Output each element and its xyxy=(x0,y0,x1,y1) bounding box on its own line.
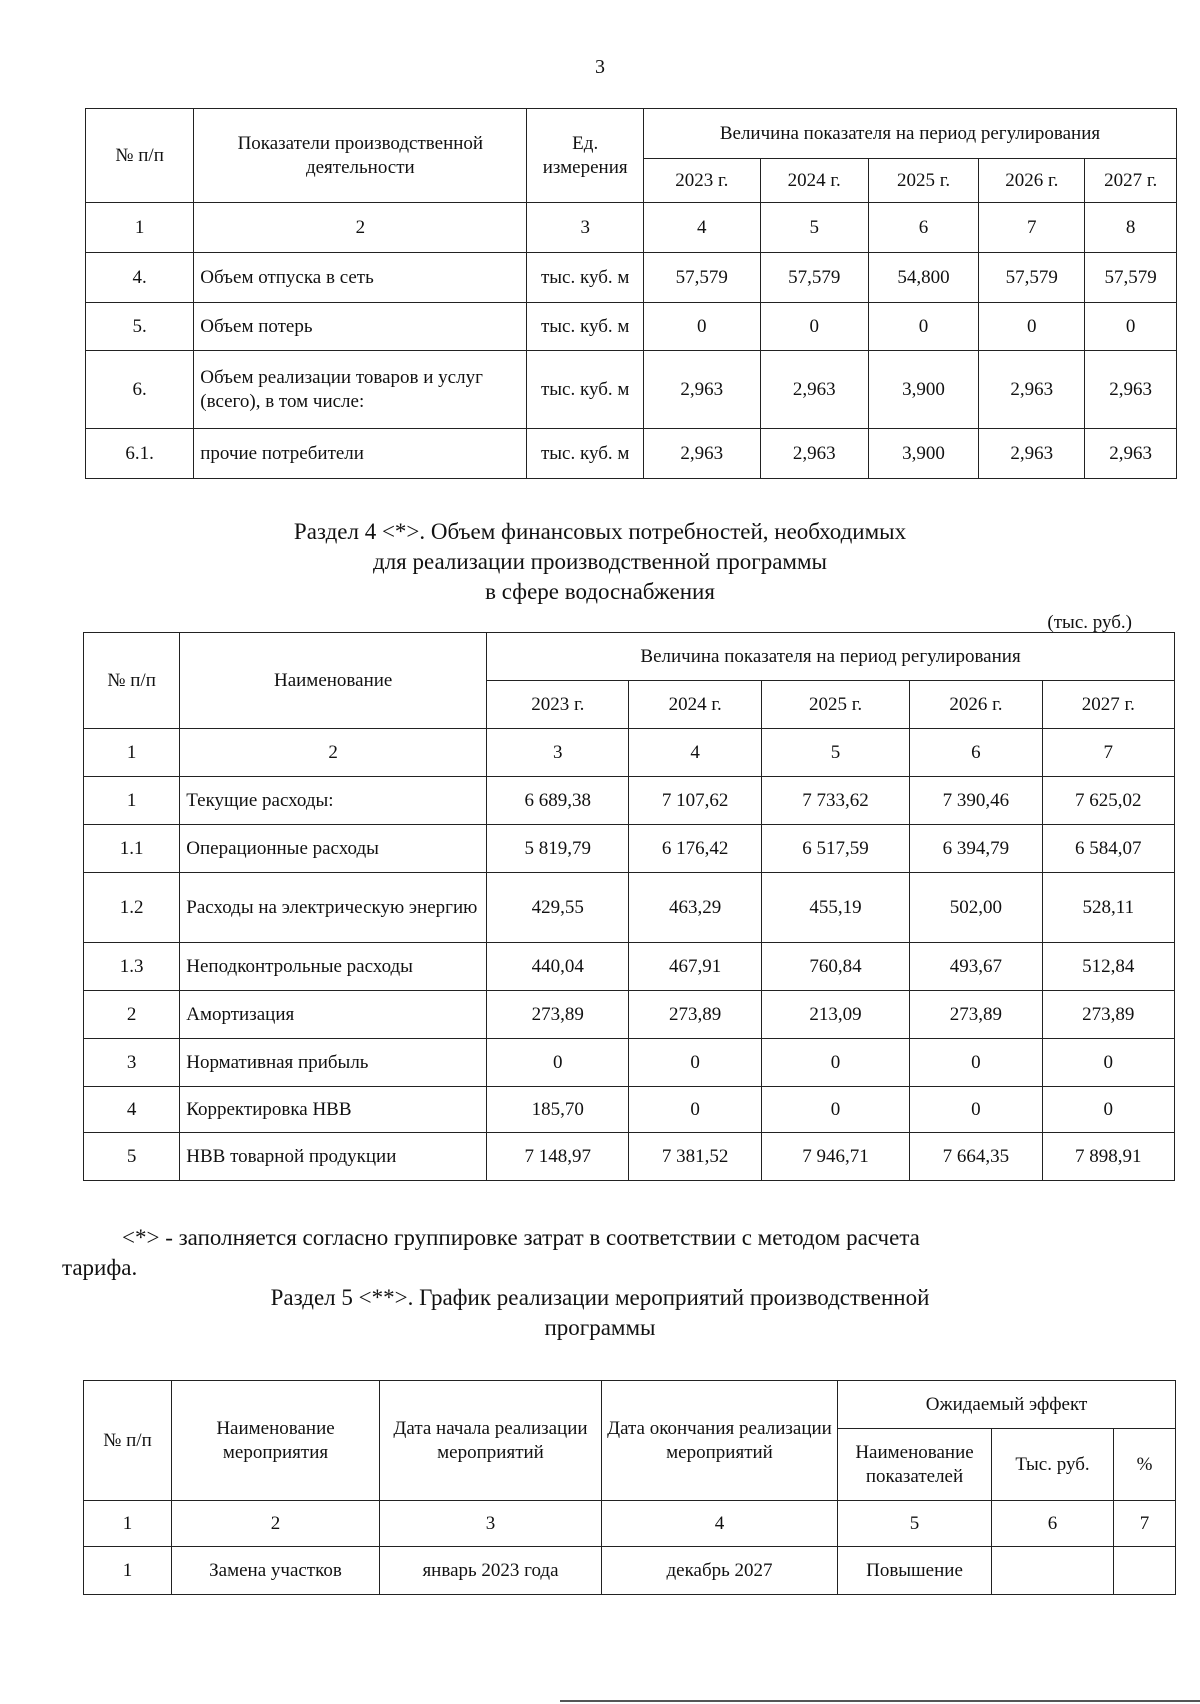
row-num: 4. xyxy=(86,253,194,303)
header-year: 2025 г. xyxy=(868,159,978,203)
index-cell: 5 xyxy=(761,729,909,777)
header-period-group: Величина показателя на период регулирования xyxy=(643,109,1176,159)
row-num: 6.1. xyxy=(86,429,194,479)
table-row xyxy=(84,1133,1175,1181)
row-num: 2 xyxy=(84,991,180,1039)
header-num: № п/п xyxy=(84,1381,172,1501)
row-value: 6 394,79 xyxy=(910,825,1042,873)
row-num: 1 xyxy=(84,777,180,825)
row-value: 185,70 xyxy=(487,1087,629,1133)
row-value: 6 517,59 xyxy=(761,825,909,873)
row-value: 7 148,97 xyxy=(487,1133,629,1181)
row-value: 2,963 xyxy=(760,351,868,429)
row-value: 57,579 xyxy=(760,253,868,303)
row-value: 502,00 xyxy=(910,873,1042,943)
page-bottom-divider xyxy=(560,1700,1200,1702)
row-num: 5 xyxy=(84,1133,180,1181)
index-row xyxy=(86,203,1177,253)
row-value: 273,89 xyxy=(487,991,629,1039)
row-unit: тыс. куб. м xyxy=(527,303,644,351)
row-num: 6. xyxy=(86,351,194,429)
financial-needs-table xyxy=(83,632,1175,1181)
header-year: 2027 г. xyxy=(1042,681,1174,729)
index-cell: 4 xyxy=(643,203,760,253)
header-start-date: Дата начала реализации мероприятий xyxy=(380,1381,602,1501)
footnote-line: <*> - заполняется согласно группировке затрат в соответствии с методом расчета xyxy=(122,1225,920,1250)
index-cell: 2 xyxy=(172,1501,380,1547)
row-value: 512,84 xyxy=(1042,943,1174,991)
row-value: 6 176,42 xyxy=(629,825,761,873)
row-value: 273,89 xyxy=(629,991,761,1039)
index-cell: 3 xyxy=(487,729,629,777)
row-value: 54,800 xyxy=(868,253,978,303)
header-name: Наименование мероприятия xyxy=(172,1381,380,1501)
row-name: Операционные расходы xyxy=(180,825,487,873)
row-effect-pct xyxy=(1114,1547,1176,1595)
section5-title xyxy=(0,1283,1200,1343)
header-year: 2027 г. xyxy=(1085,159,1177,203)
header-unit: Ед. измерения xyxy=(527,109,644,203)
row-value: 467,91 xyxy=(629,943,761,991)
table-row xyxy=(84,1087,1175,1133)
row-name: Замена участков xyxy=(172,1547,380,1595)
header-effect-group: Ожидаемый эффект xyxy=(838,1381,1176,1429)
header-year: 2024 г. xyxy=(760,159,868,203)
index-cell: 3 xyxy=(380,1501,602,1547)
production-indicators-table xyxy=(85,108,1177,479)
row-value: 528,11 xyxy=(1042,873,1174,943)
row-num: 4 xyxy=(84,1087,180,1133)
header-period-group: Величина показателя на период регулирования xyxy=(487,633,1175,681)
index-cell: 2 xyxy=(180,729,487,777)
table-row xyxy=(86,429,1177,479)
row-value: 440,04 xyxy=(487,943,629,991)
row-value: 0 xyxy=(910,1087,1042,1133)
row-name: Объем отпуска в сеть xyxy=(194,253,527,303)
row-value: 7 381,52 xyxy=(629,1133,761,1181)
row-value: 0 xyxy=(487,1039,629,1087)
row-value: 0 xyxy=(761,1039,909,1087)
row-name: Амортизация xyxy=(180,991,487,1039)
row-name: Нормативная прибыль xyxy=(180,1039,487,1087)
row-value: 6 584,07 xyxy=(1042,825,1174,873)
row-value: 7 733,62 xyxy=(761,777,909,825)
row-value: 57,579 xyxy=(979,253,1085,303)
index-cell: 6 xyxy=(992,1501,1114,1547)
row-num: 1.3 xyxy=(84,943,180,991)
table-row xyxy=(84,1039,1175,1087)
row-value: 0 xyxy=(643,303,760,351)
section4-title-line: Раздел 4 <*>. Объем финансовых потребностей, необходимых xyxy=(293,519,907,544)
section5-title-line: программы xyxy=(544,1315,656,1340)
index-cell: 1 xyxy=(86,203,194,253)
header-year: 2023 г. xyxy=(643,159,760,203)
row-end-date: декабрь 2027 xyxy=(602,1547,838,1595)
table-row xyxy=(84,943,1175,991)
header-num: № п/п xyxy=(86,109,194,203)
index-cell: 5 xyxy=(760,203,868,253)
footnote-line: тарифа. xyxy=(62,1255,138,1280)
table-row xyxy=(84,873,1175,943)
row-unit: тыс. куб. м xyxy=(527,429,644,479)
table-row xyxy=(86,351,1177,429)
row-value: 0 xyxy=(979,303,1085,351)
row-value: 0 xyxy=(1085,303,1177,351)
section4-title-line: в сфере водоснабжения xyxy=(485,579,715,604)
header-year: 2024 г. xyxy=(629,681,761,729)
row-name: Корректировка НВВ xyxy=(180,1087,487,1133)
index-cell: 2 xyxy=(194,203,527,253)
units-note: (тыс. руб.) xyxy=(1047,612,1132,633)
row-value: 2,963 xyxy=(643,351,760,429)
row-value: 760,84 xyxy=(761,943,909,991)
row-name: Объем реализации товаров и услуг (всего), в том числе: xyxy=(194,351,527,429)
table-row xyxy=(84,825,1175,873)
row-name: Неподконтрольные расходы xyxy=(180,943,487,991)
row-value: 0 xyxy=(1042,1039,1174,1087)
row-value: 7 946,71 xyxy=(761,1133,909,1181)
header-year: 2026 г. xyxy=(910,681,1042,729)
index-cell: 5 xyxy=(838,1501,992,1547)
row-value: 0 xyxy=(760,303,868,351)
table-row xyxy=(84,777,1175,825)
index-cell: 7 xyxy=(1042,729,1174,777)
header-effect-rub: Тыс. руб. xyxy=(992,1429,1114,1501)
index-cell: 7 xyxy=(1114,1501,1176,1547)
row-value: 7 664,35 xyxy=(910,1133,1042,1181)
header-year: 2023 г. xyxy=(487,681,629,729)
row-value: 0 xyxy=(868,303,978,351)
row-value: 429,55 xyxy=(487,873,629,943)
row-value: 7 390,46 xyxy=(910,777,1042,825)
row-value: 2,963 xyxy=(1085,429,1177,479)
row-value: 493,67 xyxy=(910,943,1042,991)
row-value: 2,963 xyxy=(1085,351,1177,429)
measures-schedule-table xyxy=(83,1380,1176,1595)
table-row xyxy=(86,303,1177,351)
row-num: 1 xyxy=(84,1547,172,1595)
row-value: 3,900 xyxy=(868,429,978,479)
row-value: 5 819,79 xyxy=(487,825,629,873)
header-name: Наименование xyxy=(180,633,487,729)
row-value: 7 107,62 xyxy=(629,777,761,825)
index-cell: 6 xyxy=(910,729,1042,777)
row-value: 3,900 xyxy=(868,351,978,429)
table-row xyxy=(86,253,1177,303)
page-number: 3 xyxy=(595,56,605,78)
row-name: прочие потребители xyxy=(194,429,527,479)
row-value: 2,963 xyxy=(979,429,1085,479)
index-cell: 6 xyxy=(868,203,978,253)
index-cell: 7 xyxy=(979,203,1085,253)
row-effect-rub xyxy=(992,1547,1114,1595)
row-start-date: январь 2023 года xyxy=(380,1547,602,1595)
header-effect-name: Наименование показателей xyxy=(838,1429,992,1501)
row-value: 213,09 xyxy=(761,991,909,1039)
row-value: 2,963 xyxy=(643,429,760,479)
row-value: 0 xyxy=(910,1039,1042,1087)
index-cell: 8 xyxy=(1085,203,1177,253)
row-value: 6 689,38 xyxy=(487,777,629,825)
row-value: 0 xyxy=(761,1087,909,1133)
section4-title-line: для реализации производственной программы xyxy=(373,549,827,574)
row-value: 273,89 xyxy=(1042,991,1174,1039)
row-value: 57,579 xyxy=(1085,253,1177,303)
header-effect-pct: % xyxy=(1114,1429,1176,1501)
section5-title-line: Раздел 5 <**>. График реализации мероприятий производственной xyxy=(270,1285,930,1310)
header-indicator: Показатели производственной деятельности xyxy=(194,109,527,203)
index-cell: 1 xyxy=(84,1501,172,1547)
index-row xyxy=(84,729,1175,777)
row-name: Расходы на электрическую энергию xyxy=(180,873,487,943)
index-cell: 4 xyxy=(602,1501,838,1547)
header-year: 2025 г. xyxy=(761,681,909,729)
row-value: 0 xyxy=(629,1039,761,1087)
row-num: 3 xyxy=(84,1039,180,1087)
row-effect-name: Повышение xyxy=(838,1547,992,1595)
header-year: 2026 г. xyxy=(979,159,1085,203)
row-value: 455,19 xyxy=(761,873,909,943)
row-name: Текущие расходы: xyxy=(180,777,487,825)
row-name: НВВ товарной продукции xyxy=(180,1133,487,1181)
footnote xyxy=(62,1223,1072,1283)
row-num: 1.2 xyxy=(84,873,180,943)
row-unit: тыс. куб. м xyxy=(527,351,644,429)
table-row xyxy=(84,1547,1176,1595)
row-value: 7 898,91 xyxy=(1042,1133,1174,1181)
index-cell: 3 xyxy=(527,203,644,253)
index-cell: 1 xyxy=(84,729,180,777)
row-value: 57,579 xyxy=(643,253,760,303)
row-num: 1.1 xyxy=(84,825,180,873)
header-num: № п/п xyxy=(84,633,180,729)
row-value: 273,89 xyxy=(910,991,1042,1039)
row-value: 0 xyxy=(629,1087,761,1133)
header-end-date: Дата окончания реализации мероприятий xyxy=(602,1381,838,1501)
index-cell: 4 xyxy=(629,729,761,777)
row-num: 5. xyxy=(86,303,194,351)
section4-title xyxy=(0,517,1200,607)
row-value: 7 625,02 xyxy=(1042,777,1174,825)
index-row xyxy=(84,1501,1176,1547)
row-value: 463,29 xyxy=(629,873,761,943)
row-value: 2,963 xyxy=(760,429,868,479)
row-value: 0 xyxy=(1042,1087,1174,1133)
row-unit: тыс. куб. м xyxy=(527,253,644,303)
row-name: Объем потерь xyxy=(194,303,527,351)
row-value: 2,963 xyxy=(979,351,1085,429)
table-row xyxy=(84,991,1175,1039)
